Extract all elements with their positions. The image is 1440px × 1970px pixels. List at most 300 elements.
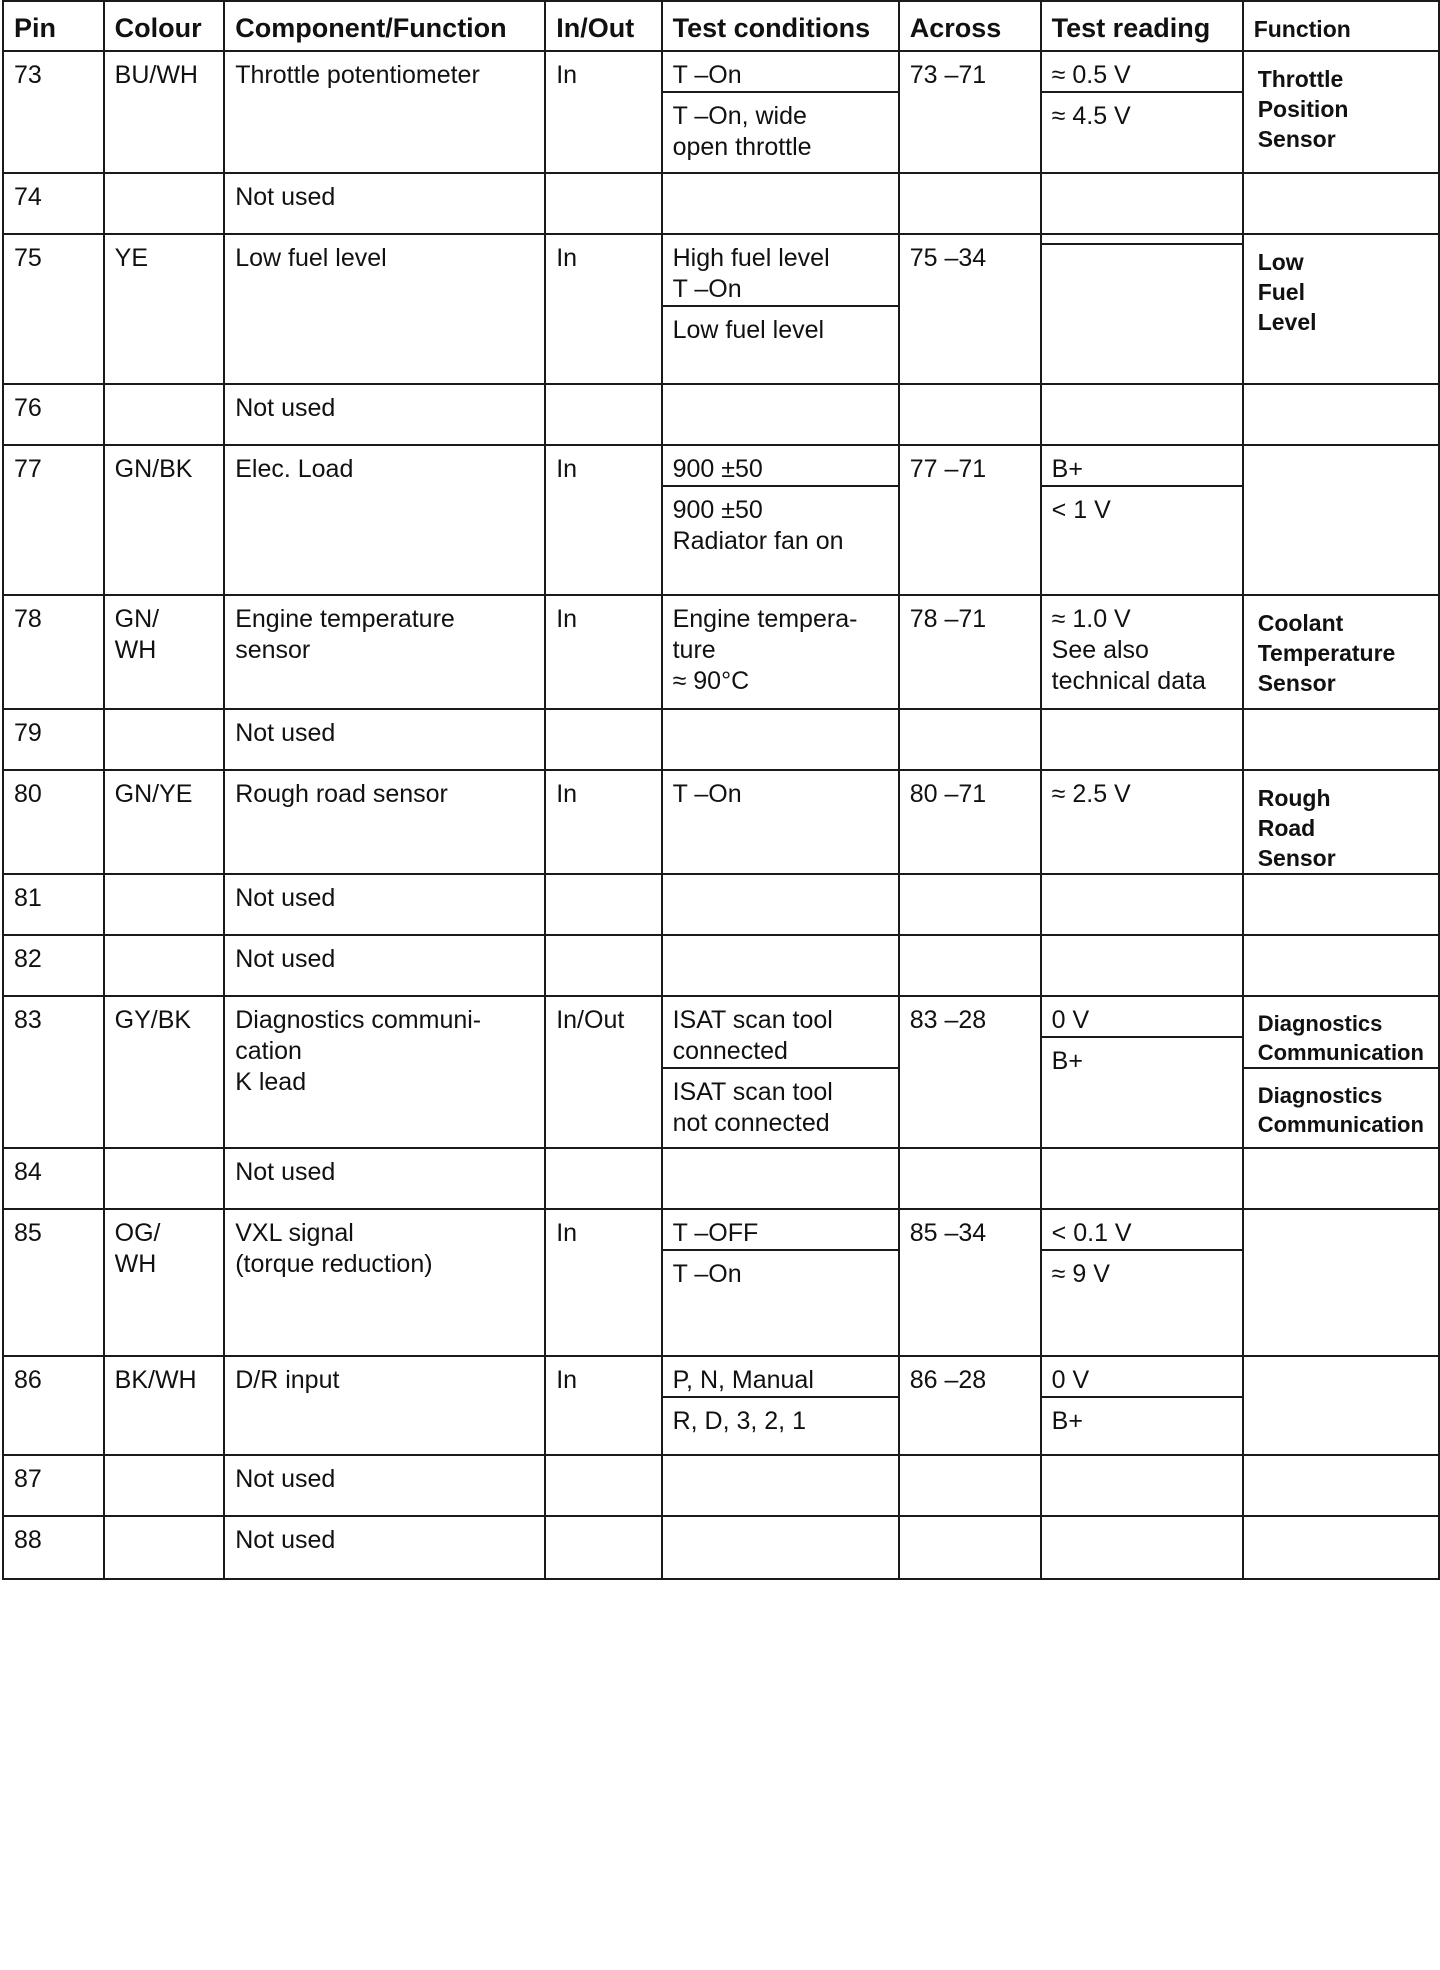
across-pins xyxy=(900,710,1040,718)
across-cell xyxy=(899,770,1041,874)
component-function-cell xyxy=(224,445,545,595)
function-label xyxy=(1244,875,1438,887)
test-reading-group xyxy=(1042,174,1242,182)
wire-colour: BU/WH xyxy=(114,61,198,89)
test-reading: B+ xyxy=(1042,1396,1242,1437)
test-reading: ≈ 1.0 V See also technical data xyxy=(1051,605,1206,695)
pin-number: 82 xyxy=(14,945,42,973)
test-reading: B+ xyxy=(1042,1036,1242,1077)
test-conditions-group xyxy=(663,771,898,810)
pin-number: 75 xyxy=(14,244,42,272)
function-label xyxy=(1244,1456,1438,1468)
test-reading: ≈ 4.5 V xyxy=(1042,91,1242,132)
wire-colour-cell xyxy=(104,1356,225,1455)
test-reading xyxy=(1042,243,1242,253)
wire-colour: BK/WH xyxy=(114,1366,197,1394)
function-label xyxy=(1244,385,1438,397)
across-cell xyxy=(899,1455,1041,1516)
pin-number: 76 xyxy=(14,394,42,422)
table-row xyxy=(3,1455,1439,1516)
test-conditions-cell xyxy=(662,1455,899,1516)
across-cell xyxy=(899,1148,1041,1209)
function-cell xyxy=(1243,1516,1439,1579)
function-cell xyxy=(1243,709,1439,770)
test-condition xyxy=(663,875,898,883)
pin-number-cell xyxy=(3,234,104,384)
in-out xyxy=(546,385,660,393)
in-out-cell xyxy=(545,770,661,874)
in-out xyxy=(546,1149,660,1157)
wire-colour: GN/ WH xyxy=(114,605,160,664)
table-row xyxy=(3,770,1439,874)
test-conditions-group xyxy=(663,1149,898,1157)
pin-number: 77 xyxy=(14,455,42,483)
test-condition: P, N, Manual xyxy=(672,1366,814,1394)
pin-number-cell xyxy=(3,595,104,709)
pin-number-cell xyxy=(3,1356,104,1455)
wire-colour xyxy=(105,1456,224,1464)
component-function-cell xyxy=(224,51,545,173)
in-out: In xyxy=(556,605,578,633)
test-conditions-group xyxy=(663,997,898,1139)
across-pins: 83 –28 xyxy=(909,1006,987,1034)
test-condition: ISAT scan tool not connected xyxy=(663,1067,898,1139)
test-reading xyxy=(1042,1517,1242,1525)
header-colour: Colour xyxy=(104,1,225,51)
wire-colour xyxy=(105,1149,224,1157)
test-reading: ≈ 9 V xyxy=(1042,1249,1242,1290)
pin-number-cell xyxy=(3,1148,104,1209)
header-component: Component/Function xyxy=(224,1,545,51)
table-row xyxy=(3,384,1439,445)
test-reading-group xyxy=(1042,596,1242,697)
across-pins xyxy=(900,875,1040,883)
test-reading-cell xyxy=(1041,445,1243,595)
test-reading-cell xyxy=(1041,51,1243,173)
wire-colour-cell xyxy=(104,445,225,595)
test-condition: ISAT scan tool connected xyxy=(672,1006,833,1065)
test-reading-cell xyxy=(1041,874,1243,935)
header-pin: Pin xyxy=(3,1,104,51)
function-label: Rough Road Sensor xyxy=(1257,785,1336,871)
test-conditions-group xyxy=(663,710,898,718)
test-reading-cell xyxy=(1041,384,1243,445)
wire-colour xyxy=(105,875,224,883)
header-across: Across xyxy=(899,1,1041,51)
component-function-cell xyxy=(224,874,545,935)
function-cell xyxy=(1243,996,1439,1148)
in-out-cell xyxy=(545,173,661,234)
component-function: Engine temperature sensor xyxy=(235,605,455,664)
test-condition xyxy=(663,385,898,393)
function-label xyxy=(1244,1210,1438,1222)
component-function-cell xyxy=(224,1209,545,1356)
test-conditions-cell xyxy=(662,874,899,935)
across-cell xyxy=(899,384,1041,445)
component-function-cell xyxy=(224,1455,545,1516)
test-reading-group xyxy=(1042,385,1242,393)
header-function: Function xyxy=(1243,1,1439,51)
test-reading-group xyxy=(1042,771,1242,810)
pin-number-cell xyxy=(3,173,104,234)
in-out: In/Out xyxy=(556,1006,625,1034)
component-function-cell xyxy=(224,935,545,996)
test-reading-group xyxy=(1042,1517,1242,1525)
header-test-conditions: Test conditions xyxy=(662,1,899,51)
test-reading xyxy=(1042,1149,1242,1157)
wire-colour xyxy=(105,1517,224,1525)
pin-number: 78 xyxy=(14,605,42,633)
component-function-cell xyxy=(224,1516,545,1579)
test-reading-group xyxy=(1042,52,1242,132)
test-conditions-cell xyxy=(662,1209,899,1356)
test-reading-group xyxy=(1042,1456,1242,1464)
test-reading-group xyxy=(1042,235,1242,253)
test-reading xyxy=(1042,875,1242,883)
test-reading-group xyxy=(1042,446,1242,526)
across-cell xyxy=(899,996,1041,1148)
header-test-reading: Test reading xyxy=(1041,1,1243,51)
function-label xyxy=(1244,446,1438,458)
component-function: Not used xyxy=(235,394,336,422)
component-function: Rough road sensor xyxy=(235,780,448,808)
component-function-cell xyxy=(224,1356,545,1455)
function-label: Diagnostics Communication xyxy=(1244,1067,1438,1139)
wire-colour xyxy=(105,174,224,182)
across-cell xyxy=(899,935,1041,996)
function-label xyxy=(1244,936,1438,948)
in-out-cell xyxy=(545,1516,661,1579)
test-reading: < 0.1 V xyxy=(1051,1219,1132,1247)
across-pins: 77 –71 xyxy=(909,455,987,483)
test-reading-cell xyxy=(1041,1148,1243,1209)
across-cell xyxy=(899,173,1041,234)
test-reading: 0 V xyxy=(1051,1366,1090,1394)
table-row xyxy=(3,595,1439,709)
test-conditions-group xyxy=(663,875,898,883)
function-group xyxy=(1244,997,1438,1139)
in-out-cell xyxy=(545,1356,661,1455)
test-conditions-group xyxy=(663,1517,898,1525)
pin-number: 79 xyxy=(14,719,42,747)
test-reading xyxy=(1042,385,1242,393)
test-conditions-group xyxy=(663,174,898,182)
in-out xyxy=(546,936,660,944)
table-row xyxy=(3,173,1439,234)
table-row xyxy=(3,51,1439,173)
in-out-cell xyxy=(545,1455,661,1516)
test-condition: T –On, wide open throttle xyxy=(663,91,898,163)
in-out xyxy=(546,710,660,718)
test-conditions-group xyxy=(663,596,898,697)
test-condition: T –On xyxy=(672,61,742,89)
function-cell xyxy=(1243,384,1439,445)
component-function-cell xyxy=(224,996,545,1148)
pin-number: 84 xyxy=(14,1158,42,1186)
component-function: D/R input xyxy=(235,1366,340,1394)
in-out: In xyxy=(556,455,578,483)
test-reading: B+ xyxy=(1051,455,1083,483)
pin-rows xyxy=(3,51,1439,1579)
test-conditions-group xyxy=(663,385,898,393)
wire-colour: GN/BK xyxy=(114,455,193,483)
pin-number: 81 xyxy=(14,884,42,912)
wire-colour: OG/ WH xyxy=(114,1219,161,1278)
function-cell xyxy=(1243,595,1439,709)
function-cell xyxy=(1243,1148,1439,1209)
wire-colour-cell xyxy=(104,173,225,234)
component-function-cell xyxy=(224,1148,545,1209)
function-cell xyxy=(1243,1209,1439,1356)
test-conditions-cell xyxy=(662,709,899,770)
table-row xyxy=(3,874,1439,935)
wire-colour xyxy=(105,936,224,944)
test-reading-group xyxy=(1042,710,1242,718)
pin-number: 74 xyxy=(14,183,42,211)
component-function-cell xyxy=(224,595,545,709)
test-condition xyxy=(663,936,898,944)
component-function: Diagnostics communi- cation K lead xyxy=(235,1006,482,1096)
test-reading-group xyxy=(1042,875,1242,883)
component-function-cell xyxy=(224,770,545,874)
function-label: Diagnostics Communication xyxy=(1257,1011,1424,1065)
across-cell xyxy=(899,1209,1041,1356)
pin-number-cell xyxy=(3,874,104,935)
component-function: Not used xyxy=(235,719,336,747)
wire-colour-cell xyxy=(104,1148,225,1209)
across-cell xyxy=(899,51,1041,173)
test-reading-cell xyxy=(1041,996,1243,1148)
in-out-cell xyxy=(545,874,661,935)
function-cell xyxy=(1243,51,1439,173)
wire-colour-cell xyxy=(104,996,225,1148)
across-cell xyxy=(899,595,1041,709)
test-reading-cell xyxy=(1041,1356,1243,1455)
test-condition: High fuel level T –On xyxy=(672,244,830,303)
test-reading-cell xyxy=(1041,234,1243,384)
wire-colour: YE xyxy=(114,244,149,272)
test-conditions-cell xyxy=(662,173,899,234)
test-conditions-cell xyxy=(662,384,899,445)
test-condition: T –On xyxy=(663,1249,898,1290)
pin-number-cell xyxy=(3,709,104,770)
in-out-cell xyxy=(545,445,661,595)
test-condition: T –On xyxy=(672,780,742,808)
in-out-cell xyxy=(545,1148,661,1209)
pin-number-cell xyxy=(3,770,104,874)
function-label xyxy=(1244,1149,1438,1161)
wire-colour-cell xyxy=(104,770,225,874)
table-row xyxy=(3,1516,1439,1579)
in-out: In xyxy=(556,61,578,89)
in-out-cell xyxy=(545,935,661,996)
across-pins: 73 –71 xyxy=(909,61,987,89)
test-condition: 900 ±50 xyxy=(672,455,763,483)
across-pins xyxy=(900,174,1040,182)
wire-colour: GY/BK xyxy=(114,1006,192,1034)
in-out xyxy=(546,1456,660,1464)
table-row xyxy=(3,234,1439,384)
across-pins: 75 –34 xyxy=(909,244,987,272)
test-condition: Engine tempera- ture ≈ 90°C xyxy=(672,605,858,695)
wire-colour xyxy=(105,710,224,718)
function-label xyxy=(1244,1517,1438,1529)
wire-colour-cell xyxy=(104,595,225,709)
in-out-cell xyxy=(545,1209,661,1356)
test-reading-group xyxy=(1042,1357,1242,1437)
pin-number-cell xyxy=(3,1516,104,1579)
function-label xyxy=(1244,710,1438,722)
across-pins xyxy=(900,1517,1040,1525)
test-reading xyxy=(1042,710,1242,718)
wire-colour: GN/YE xyxy=(114,780,193,808)
test-reading-group xyxy=(1042,997,1242,1077)
test-conditions-cell xyxy=(662,770,899,874)
pin-number-cell xyxy=(3,1455,104,1516)
across-pins xyxy=(900,1456,1040,1464)
across-cell xyxy=(899,1516,1041,1579)
in-out: In xyxy=(556,244,578,272)
function-label xyxy=(1244,174,1438,186)
in-out xyxy=(546,174,660,182)
test-reading-cell xyxy=(1041,709,1243,770)
across-cell xyxy=(899,709,1041,770)
test-conditions-cell xyxy=(662,595,899,709)
test-reading-cell xyxy=(1041,595,1243,709)
test-reading-group xyxy=(1042,1210,1242,1290)
test-reading-group xyxy=(1042,936,1242,944)
test-conditions-cell xyxy=(662,51,899,173)
pin-number: 80 xyxy=(14,780,42,808)
across-cell xyxy=(899,234,1041,384)
function-cell xyxy=(1243,173,1439,234)
function-cell xyxy=(1243,770,1439,874)
pin-number: 85 xyxy=(14,1219,42,1247)
test-conditions-group xyxy=(663,52,898,163)
test-reading: ≈ 0.5 V xyxy=(1051,61,1131,89)
function-label: Low Fuel Level xyxy=(1257,249,1317,335)
function-cell xyxy=(1243,874,1439,935)
header-in-out: In/Out xyxy=(545,1,661,51)
across-pins: 85 –34 xyxy=(909,1219,987,1247)
wire-colour-cell xyxy=(104,384,225,445)
test-reading-cell xyxy=(1041,1455,1243,1516)
across-cell xyxy=(899,874,1041,935)
in-out xyxy=(546,1517,660,1525)
test-conditions-cell xyxy=(662,1356,899,1455)
across-pins xyxy=(900,1149,1040,1157)
test-conditions-cell xyxy=(662,996,899,1148)
component-function: Not used xyxy=(235,1158,336,1186)
function-cell xyxy=(1243,234,1439,384)
test-condition xyxy=(663,1149,898,1157)
table-row xyxy=(3,1356,1439,1455)
test-reading xyxy=(1042,235,1242,243)
pin-number-cell xyxy=(3,1209,104,1356)
function-label: Throttle Position Sensor xyxy=(1257,66,1349,152)
wire-colour-cell xyxy=(104,51,225,173)
test-reading-cell xyxy=(1041,935,1243,996)
component-function: Not used xyxy=(235,1526,336,1554)
component-function: VXL signal (torque reduction) xyxy=(235,1219,433,1278)
test-reading xyxy=(1042,1456,1242,1464)
test-conditions-group xyxy=(663,446,898,557)
wire-colour-cell xyxy=(104,1209,225,1356)
across-pins xyxy=(900,936,1040,944)
pin-number-cell xyxy=(3,445,104,595)
component-function: Low fuel level xyxy=(235,244,387,272)
wire-colour-cell xyxy=(104,1516,225,1579)
test-condition: Low fuel level xyxy=(663,305,898,346)
test-reading-cell xyxy=(1041,770,1243,874)
test-reading xyxy=(1042,174,1242,182)
function-cell xyxy=(1243,1356,1439,1455)
table-row xyxy=(3,996,1439,1148)
across-pins: 78 –71 xyxy=(909,605,987,633)
component-function: Elec. Load xyxy=(235,455,354,483)
pin-number-cell xyxy=(3,996,104,1148)
across-pins xyxy=(900,385,1040,393)
pin-number: 83 xyxy=(14,1006,42,1034)
component-function: Not used xyxy=(235,183,336,211)
test-conditions-group xyxy=(663,1210,898,1290)
across-cell xyxy=(899,445,1041,595)
test-reading-cell xyxy=(1041,1209,1243,1356)
pin-number: 73 xyxy=(14,61,42,89)
table-row xyxy=(3,1209,1439,1356)
test-conditions-cell xyxy=(662,1148,899,1209)
component-function-cell xyxy=(224,234,545,384)
table-row xyxy=(3,709,1439,770)
test-conditions-group xyxy=(663,1357,898,1437)
header-row xyxy=(3,1,1439,51)
pin-number-cell xyxy=(3,935,104,996)
pin-number-cell xyxy=(3,51,104,173)
function-label xyxy=(1244,1357,1438,1369)
function-cell xyxy=(1243,445,1439,595)
test-reading: 0 V xyxy=(1051,1006,1090,1034)
test-condition xyxy=(663,710,898,718)
test-condition: R, D, 3, 2, 1 xyxy=(663,1396,898,1437)
test-reading xyxy=(1042,936,1242,944)
test-conditions-group xyxy=(663,936,898,944)
component-function: Not used xyxy=(235,945,336,973)
component-function: Not used xyxy=(235,1465,336,1493)
in-out-cell xyxy=(545,709,661,770)
table-row xyxy=(3,445,1439,595)
test-reading: < 1 V xyxy=(1042,485,1242,526)
pin-table xyxy=(2,0,1440,1580)
in-out: In xyxy=(556,1219,578,1247)
in-out: In xyxy=(556,780,578,808)
in-out-cell xyxy=(545,234,661,384)
across-pins: 86 –28 xyxy=(909,1366,987,1394)
component-function: Not used xyxy=(235,884,336,912)
in-out-cell xyxy=(545,51,661,173)
component-function: Throttle potentiometer xyxy=(235,61,480,89)
test-condition xyxy=(663,1456,898,1464)
in-out: In xyxy=(556,1366,578,1394)
pin-number: 86 xyxy=(14,1366,42,1394)
test-condition: 900 ±50 Radiator fan on xyxy=(663,485,898,557)
in-out-cell xyxy=(545,996,661,1148)
component-function-cell xyxy=(224,173,545,234)
test-conditions-group xyxy=(663,1456,898,1464)
table-row xyxy=(3,1148,1439,1209)
across-pins: 80 –71 xyxy=(909,780,987,808)
test-reading-cell xyxy=(1041,1516,1243,1579)
pin-number-cell xyxy=(3,384,104,445)
